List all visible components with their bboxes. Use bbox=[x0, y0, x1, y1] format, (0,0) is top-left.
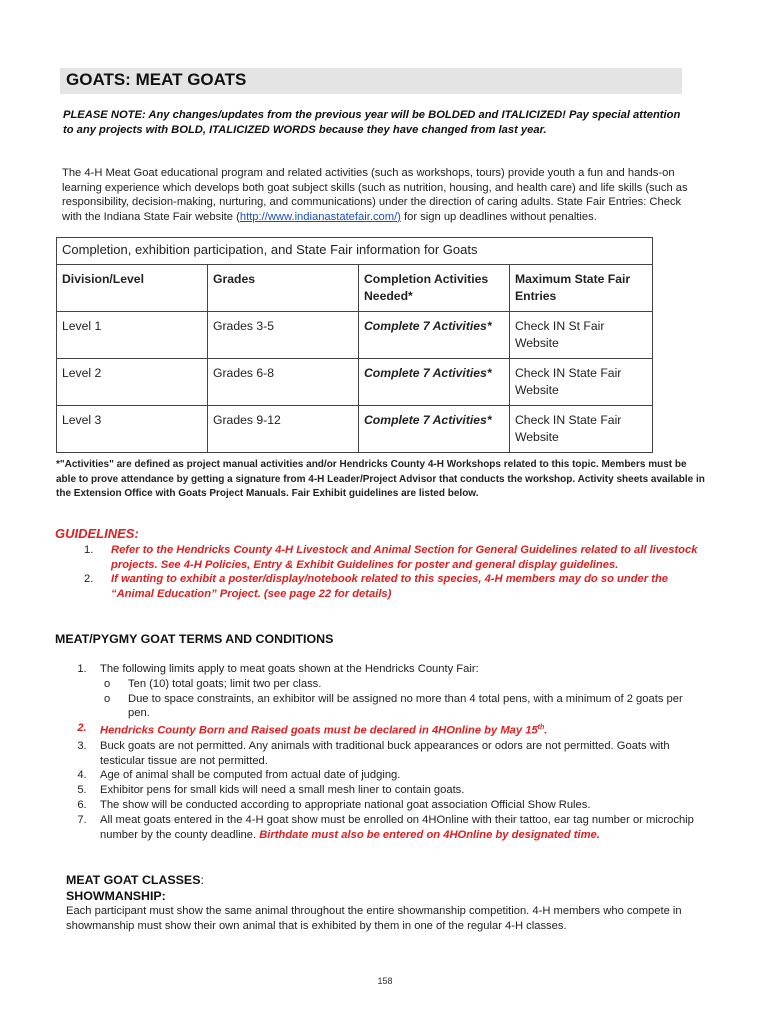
guidelines-list bbox=[84, 543, 704, 602]
cell-grades: Grades 6-8 bbox=[208, 359, 359, 406]
sub-item-text: Due to space constraints, an exhibitor will be assigned no more than 4 total pens, with a minimum of 2 goats per pen. bbox=[128, 692, 683, 720]
list-item bbox=[64, 768, 704, 783]
table-row bbox=[57, 406, 653, 453]
state-fair-link[interactable]: http://www.indianastatefair.com/) bbox=[239, 210, 401, 223]
update-note: PLEASE NOTE: Any changes/updates from the previous year will be BOLDED and ITALICIZED! Pay special attention to any projects with BOLD, ITALICIZED WORDS because they have changed from last year. bbox=[63, 109, 681, 136]
list-number: 1. bbox=[84, 544, 94, 556]
birthdate-note: Birthdate must also be entered on 4HOnline by designated time. bbox=[259, 828, 600, 841]
bullet: o bbox=[104, 677, 111, 690]
classes-colon: : bbox=[200, 873, 204, 887]
cell-level: Level 3 bbox=[57, 406, 208, 453]
sub-item bbox=[64, 692, 704, 722]
cell-activities: Complete 7 Activities* bbox=[359, 359, 510, 406]
cell-entries: Check IN State Fair Website bbox=[510, 359, 653, 406]
list-number: 6. bbox=[77, 798, 87, 811]
sub-item-text: Ten (10) total goats; limit two per class. bbox=[128, 677, 322, 690]
list-item bbox=[64, 721, 704, 739]
list-text: Exhibitor pens for small kids will need a small mesh liner to contain goats. bbox=[100, 784, 465, 797]
list-item bbox=[64, 662, 704, 677]
showmanship-text: Each participant must show the same animal throughout the entire showmanship competition. 4-H members who compete in showmanship must show their own animal that is exhibited by them in one of the regular 4-H classes. bbox=[66, 905, 682, 932]
enrollment-text: All meat goats entered in the 4-H goat show must be enrolled on 4HOnline with their tattoo, ear tag number or microchip number by the county deadline. bbox=[100, 813, 694, 841]
intro-text: The 4-H Meat Goat educational program and related activities (such as workshops, tours) provide youth a fun and hands-on learning experience which develops both goat subject skills (such as nutrition, housing, and health care) and life skills (such as responsibility, decision-making, nurturing, and communications) under the direction of caring adults. State Fair Entries: Check with the Indiana State Fair website ( bbox=[62, 167, 688, 223]
list-item bbox=[64, 798, 704, 813]
section-title: GOATS: MEAT GOATS bbox=[60, 68, 682, 94]
cell-level: Level 1 bbox=[57, 312, 208, 359]
table-caption-row bbox=[57, 238, 653, 265]
page-number: 158 bbox=[377, 976, 393, 986]
bullet: o bbox=[104, 692, 111, 705]
cell-entries: Check IN St Fair Website bbox=[510, 312, 653, 359]
list-text: Age of animal shall be computed from actual date of judging. bbox=[100, 769, 401, 782]
table-header-row bbox=[57, 265, 653, 312]
intro-paragraph bbox=[62, 166, 702, 224]
classes-title: MEAT GOAT CLASSES bbox=[66, 873, 201, 887]
header-division: Division/Level bbox=[57, 265, 208, 312]
terms-heading: MEAT/PYGMY GOAT TERMS AND CONDITIONS bbox=[55, 632, 334, 646]
table-caption: Completion, exhibition participation, and State Fair information for Goats bbox=[57, 238, 653, 265]
intro-text-end: for sign up deadlines without penalties. bbox=[400, 210, 597, 223]
cell-grades: Grades 9-12 bbox=[208, 406, 359, 453]
cell-grades: Grades 3-5 bbox=[208, 312, 359, 359]
list-number: 2. bbox=[84, 573, 94, 586]
list-number: 3. bbox=[77, 739, 87, 752]
list-item bbox=[64, 783, 704, 798]
header-max-entries: Maximum State Fair Entries bbox=[510, 265, 653, 312]
table-row bbox=[57, 359, 653, 406]
list-item bbox=[84, 543, 704, 572]
cell-activities: Complete 7 Activities* bbox=[359, 406, 510, 453]
header-completion: Completion Activities Needed* bbox=[359, 265, 510, 312]
cell-level: Level 2 bbox=[57, 359, 208, 406]
header-grades: Grades bbox=[208, 265, 359, 312]
cell-activities: Complete 7 Activities* bbox=[359, 312, 510, 359]
showmanship-heading: SHOWMANSHIP: bbox=[66, 889, 166, 903]
list-text: Buck goats are not permitted. Any animals with traditional buck appearances or odors are not permitted. Goats with testicular tissue are not permitted. bbox=[100, 739, 670, 767]
list-text: If wanting to exhibit a poster/display/notebook related to this species, 4-H members may do so under the “Animal Education” Project. (see page 22 for details) bbox=[111, 573, 668, 601]
list-number: 1. bbox=[77, 663, 87, 675]
classes-heading bbox=[66, 872, 204, 904]
list-item bbox=[64, 813, 704, 843]
guidelines-heading: GUIDELINES: bbox=[55, 526, 139, 541]
list-text: The show will be conducted according to appropriate national goat association Official Show Rules. bbox=[100, 798, 591, 811]
sub-item bbox=[64, 677, 704, 692]
list-number: 5. bbox=[77, 784, 87, 797]
completion-table bbox=[56, 237, 653, 453]
list-text: The following limits apply to meat goats shown at the Hendricks County Fair: bbox=[100, 663, 479, 675]
born-raised-text: Hendricks County Born and Raised goats must be declared in 4HOnline by May 15 bbox=[100, 724, 538, 737]
list-text: Refer to the Hendricks County 4-H Livestock and Animal Section for General Guidelines related to all livestock projects. See 4-H Policies, Entry & Exhibit Guidelines for poster and general display guidelines. bbox=[111, 544, 698, 571]
date-suffix: th bbox=[537, 724, 545, 732]
list-number: 7. bbox=[77, 813, 87, 826]
list-text bbox=[100, 813, 704, 843]
list-number: 2. bbox=[77, 722, 87, 735]
activities-footnote: *"Activities" are defined as project manual activities and/or Hendricks County 4-H Workshops related to this topic. Members must be able to prove attendance by getting a signature from 4-H Leader/Project Advisor that conducts the workshop. Activity sheets available in the Extension Office with Goats Project Manuals. Fair Exhibit guidelines are listed below. bbox=[56, 459, 705, 500]
list-item bbox=[84, 572, 704, 601]
list-text bbox=[100, 721, 704, 739]
cell-entries: Check IN State Fair Website bbox=[510, 406, 653, 453]
list-number: 4. bbox=[77, 769, 87, 782]
terms-list bbox=[64, 662, 704, 842]
period: . bbox=[544, 724, 548, 737]
table-row bbox=[57, 312, 653, 359]
list-item bbox=[64, 739, 704, 769]
